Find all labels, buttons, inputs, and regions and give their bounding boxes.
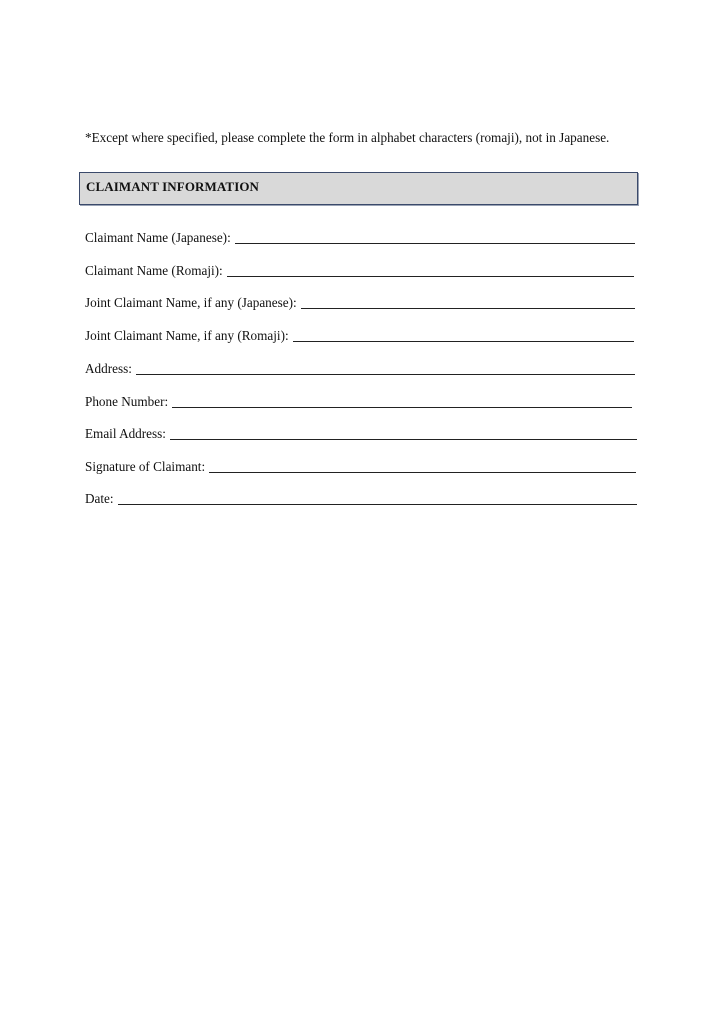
joint-claimant-name-romaji-label: Joint Claimant Name, if any (Romaji):: [85, 328, 289, 343]
email-address-field[interactable]: [170, 438, 637, 440]
claimant-name-romaji-row: [85, 261, 634, 279]
joint-claimant-name-romaji-field[interactable]: [293, 340, 634, 342]
address-field[interactable]: [136, 373, 635, 375]
claimant-name-romaji-label: Claimant Name (Romaji):: [85, 263, 223, 278]
address-label: Address:: [85, 361, 132, 376]
claimant-name-romaji-field[interactable]: [227, 275, 634, 277]
signature-of-claimant-row: [85, 457, 636, 475]
joint-claimant-name-japanese-field[interactable]: [301, 307, 635, 309]
joint-claimant-name-romaji-row: [85, 326, 634, 344]
form-instructions: *Except where specified, please complete the form in alphabet characters (romaji), not in Japanese.: [85, 130, 610, 145]
claimant-name-japanese-label: Claimant Name (Japanese):: [85, 230, 231, 245]
email-address-label: Email Address:: [85, 426, 166, 441]
joint-claimant-name-japanese-label: Joint Claimant Name, if any (Japanese):: [85, 295, 297, 310]
phone-number-row: [85, 392, 632, 410]
joint-claimant-name-japanese-row: [85, 293, 635, 311]
section-header-claimant-information: [79, 172, 638, 205]
address-row: [85, 359, 635, 377]
claimant-name-japanese-row: [85, 228, 635, 246]
date-label: Date:: [85, 491, 114, 506]
phone-number-label: Phone Number:: [85, 394, 169, 409]
email-address-row: [85, 424, 637, 442]
signature-of-claimant-field[interactable]: [209, 471, 636, 473]
claimant-name-japanese-field[interactable]: [235, 242, 635, 244]
date-row: [85, 489, 637, 507]
section-title: CLAIMANT INFORMATION: [86, 179, 260, 194]
signature-of-claimant-label: Signature of Claimant:: [85, 459, 206, 474]
phone-number-field[interactable]: [172, 406, 632, 408]
date-field[interactable]: [118, 503, 637, 505]
